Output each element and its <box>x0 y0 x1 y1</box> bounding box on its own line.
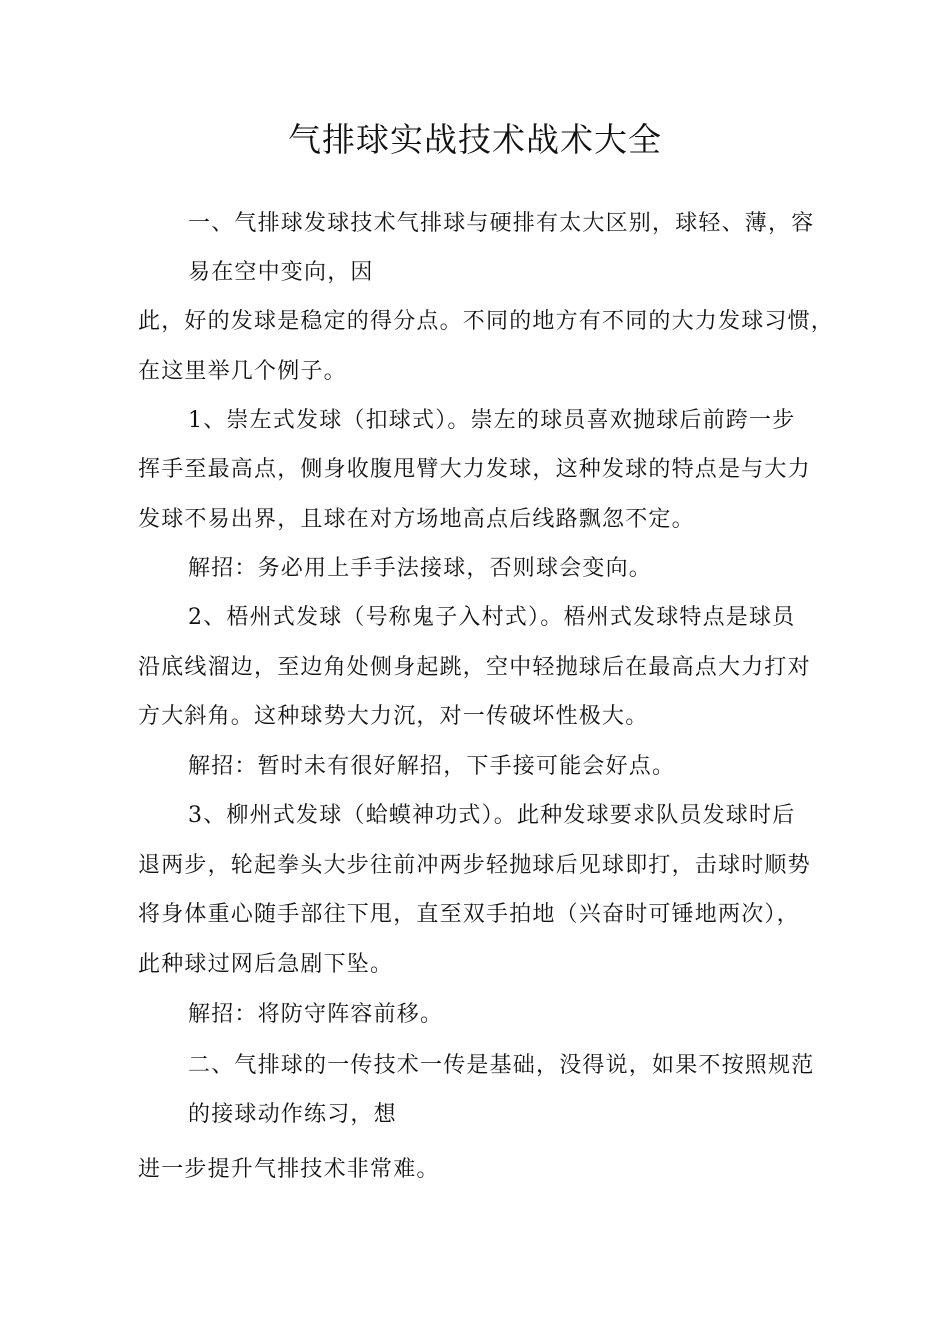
document-title: 气排球实战技术战术大全 <box>288 120 662 159</box>
paragraph-line: 此，好的发球是稳定的得分点。不同的地方有不同的大力发球习惯， <box>138 309 835 334</box>
paragraph-line: 解招：务必用上手手法接球，否则球会变向。 <box>188 556 653 581</box>
paragraph-line: 解招：暂时未有很好解招，下手接可能会好点。 <box>188 754 676 779</box>
paragraph-line: 易在空中变向，因 <box>188 260 374 285</box>
paragraph-line: 一、气排球发球技术气排球与硬排有太大区别，球轻、薄，容 <box>188 211 815 236</box>
paragraph-line: 的接球动作练习，想 <box>188 1102 397 1127</box>
paragraph-line: 二、气排球的一传技术一传是基础，没得说，如果不按照规范 <box>188 1053 815 1078</box>
paragraph-line: 1、崇左式发球（扣球式）。崇左的球员喜欢抛球后前跨一步 <box>188 408 796 433</box>
paragraph-line: 退两步，轮起拳头大步往前冲两步轻抛球后见球即打，击球时顺势 <box>138 853 811 878</box>
paragraph-line: 在这里举几个例子。 <box>138 359 347 384</box>
paragraph-line: 此种球过网后急剧下坠。 <box>138 952 394 977</box>
paragraph-line: 沿底线溜边，至边角处侧身起跳，空中轻抛球后在最高点大力打对 <box>138 655 811 680</box>
paragraph-line: 3、柳州式发球（蛤蟆神功式）。此种发球要求队员发球时后 <box>188 803 796 828</box>
paragraph-line: 进一步提升气排技术非常难。 <box>138 1157 440 1182</box>
paragraph-line: 2、梧州式发球（号称鬼子入村式）。梧州式发球特点是球员 <box>188 605 796 630</box>
paragraph-line: 将身体重心随手部往下甩，直至双手拍地（兴奋时可锤地两次）， <box>138 902 800 927</box>
paragraph-line: 解招：将防守阵容前移。 <box>188 1002 444 1027</box>
paragraph-line: 挥手至最高点，侧身收腹甩臂大力发球，这种发球的特点是与大力 <box>138 457 811 482</box>
paragraph-line: 发球不易出界，且球在对方场地高点后线路飘忽不定。 <box>138 507 695 532</box>
paragraph-line: 方大斜角。这种球势大力沉，对一传破坏性极大。 <box>138 704 649 729</box>
